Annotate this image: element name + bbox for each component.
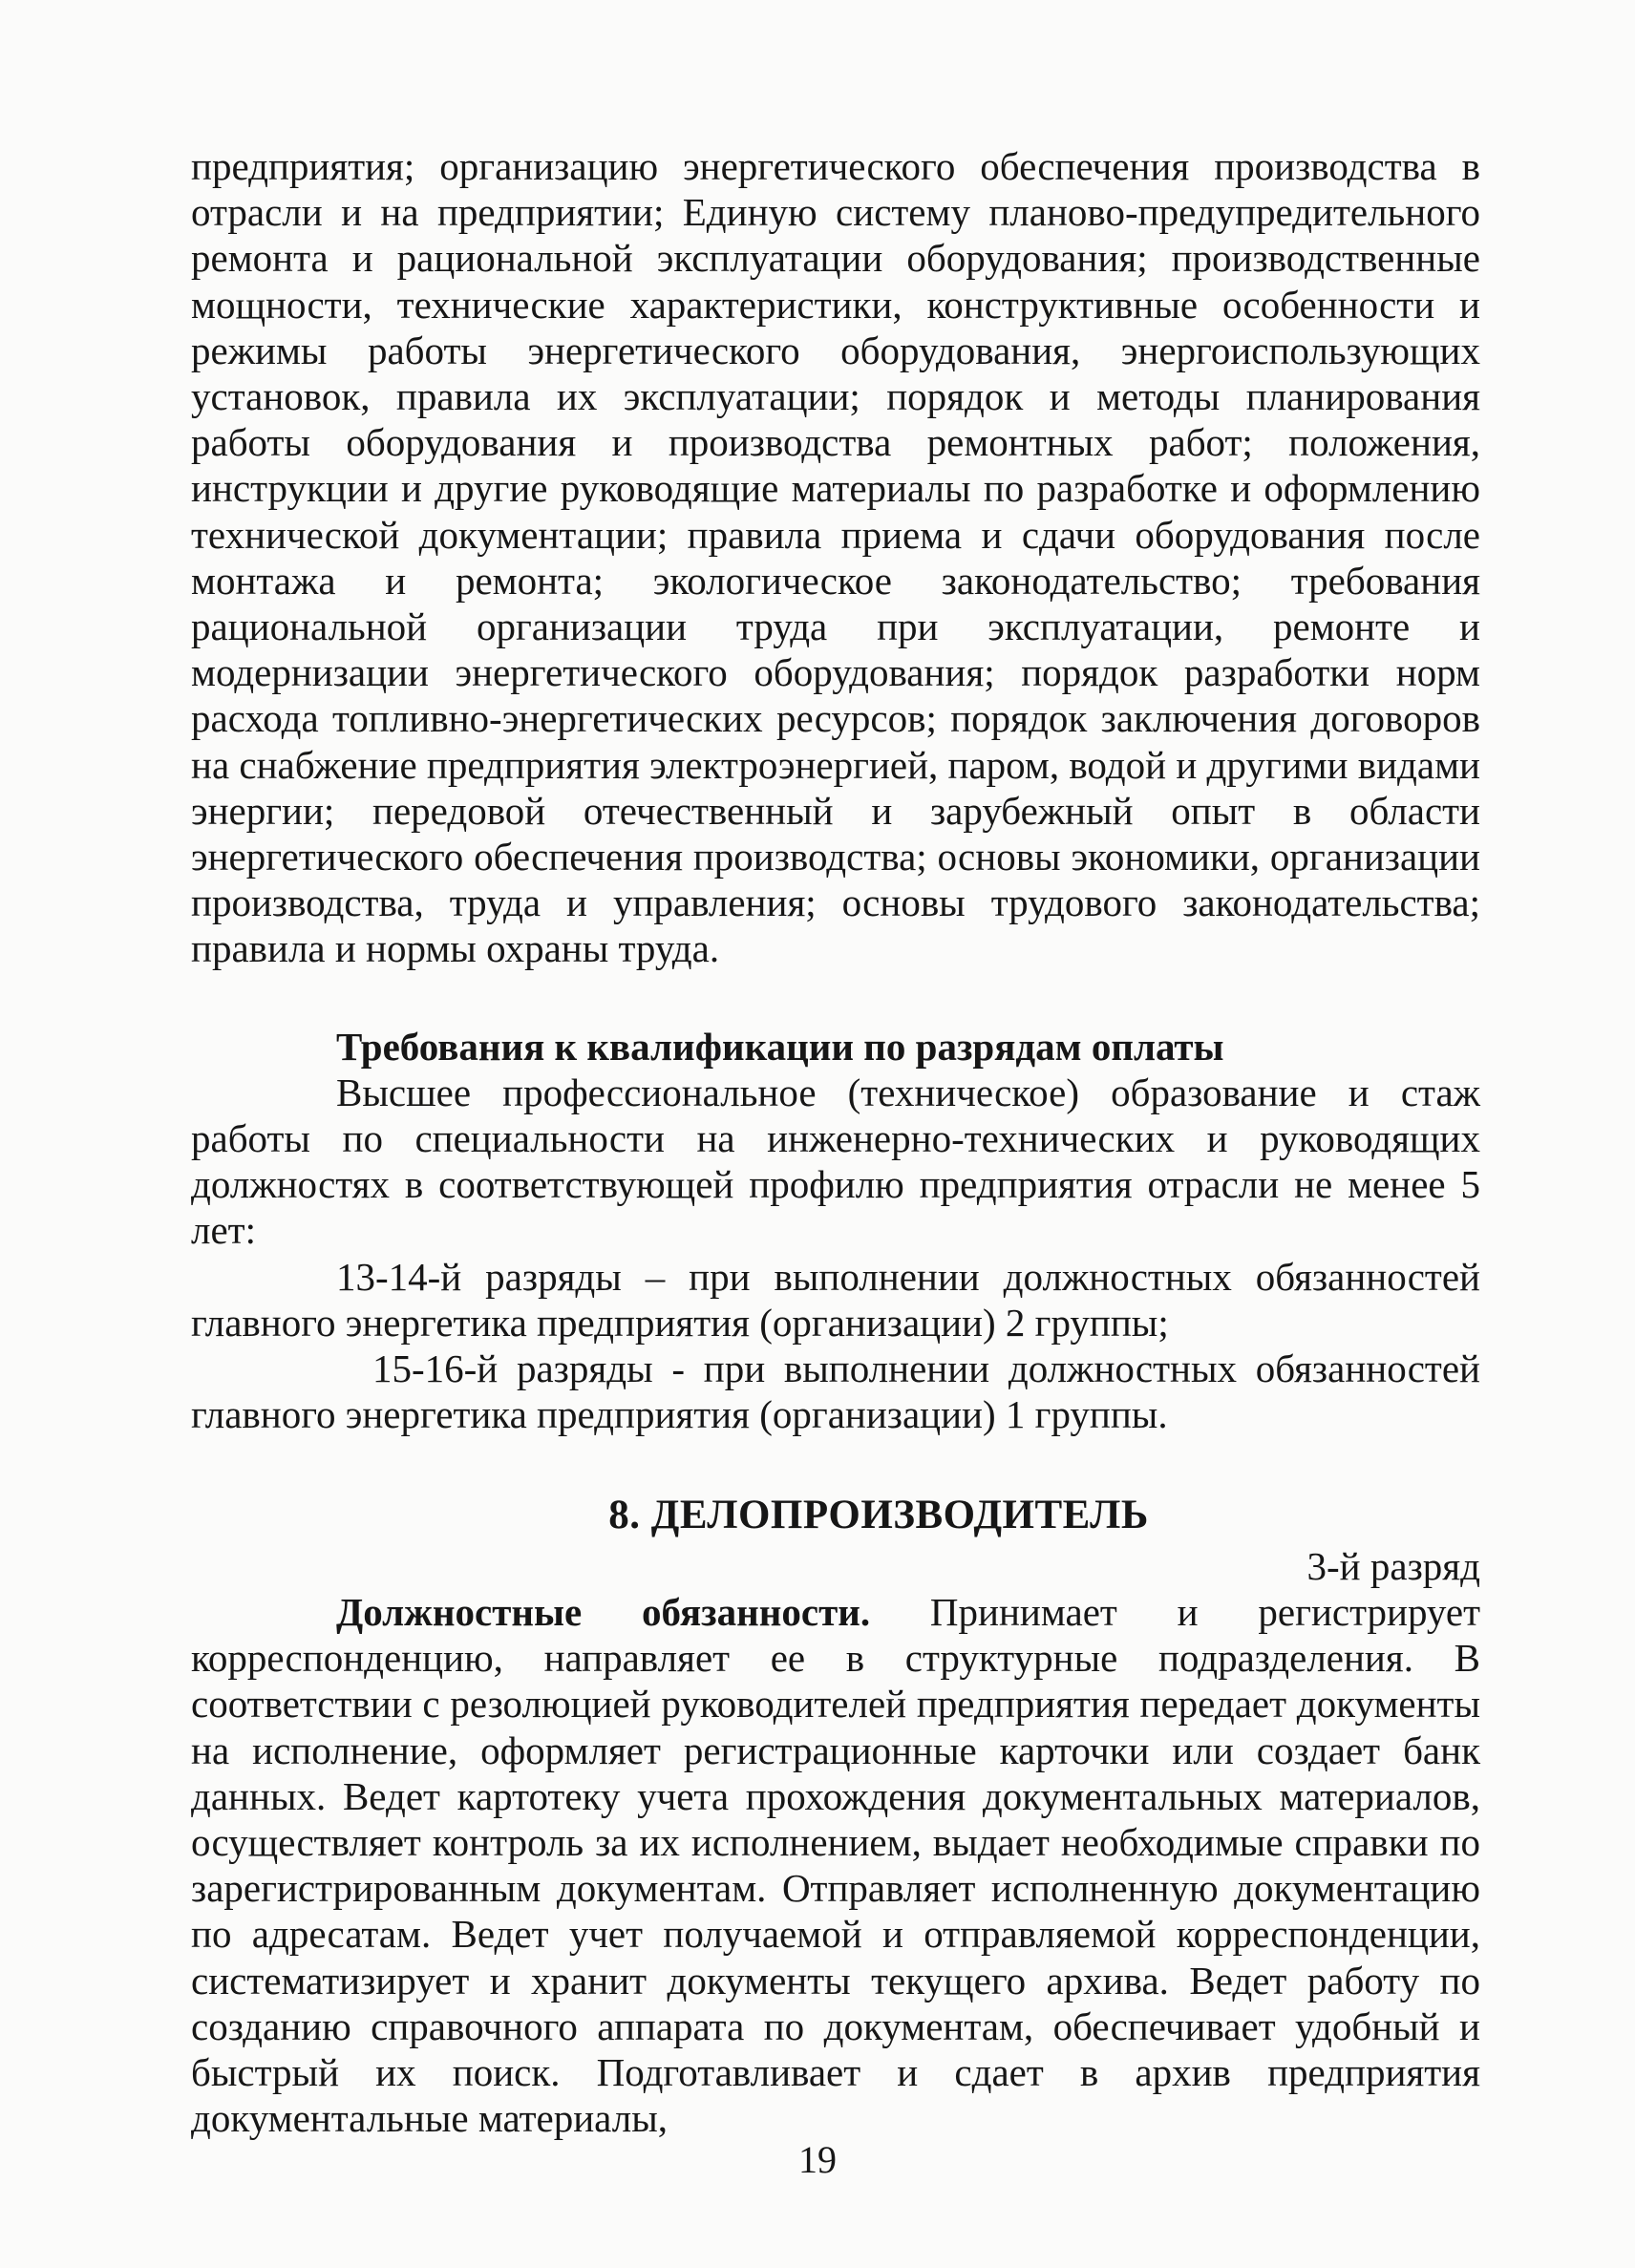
qualification-heading: Требования к квалификации по разрядам оплаты	[336, 1024, 1224, 1069]
page-number: 19	[798, 2138, 837, 2181]
duties-label: Должностные обязанности.	[336, 1589, 871, 1634]
section-grade: 3-й разряд	[1306, 1543, 1480, 1588]
section-title: 8. ДЕЛОПРОИЗВОДИТЕЛЬ	[608, 1493, 1149, 1538]
duties-paragraph	[191, 1589, 1480, 2141]
grade-13-14-paragraph: 13-14-й разряды – при выполнении должностных обязанностей главного энергетика предприятия (организации) 2 группы;	[191, 1254, 1480, 1345]
grade-15-16-paragraph: 15-16-й разряды - при выполнении должностных обязанностей главного энергетика предприятия (организации) 1 группы.	[191, 1346, 1480, 1437]
intro-paragraph: предприятия; организацию энергетического обеспечения производства в отрасли и на предприятии; Единую систему планово-предупредительного ремонта и рациональной эксплуатации оборудования; производственные мощности, технические характеристики, конструктивные особенности и режимы работы энергетического оборудования, энергоиспользующих установок, правила их эксплуатации; порядок и методы планирования работы оборудования и производства ремонтных работ; положения, инструкции и другие руководящие материалы по разработке и оформлению технической документации; правила приема и сдачи оборудования после монтажа и ремонта; экологическое законодательство; требования рациональной организации труда при эксплуатации, ремонте и модернизации энергетического оборудования; порядок разработки норм расхода топливно-энергетических ресурсов; порядок заключения договоров на снабжение предприятия электроэнергией, паром, водой и другими видами энергии; передовой отечественный и зарубежный опыт в области энергетического обеспечения производства; основы экономики, организации производства, труда и управления; основы трудового законодательства; правила и нормы охраны труда.	[191, 144, 1480, 971]
page-content	[191, 143, 1480, 2141]
duties-text: Принимает и регистрирует корреспонденцию, направляет ее в структурные подразделения. В соответствии с резолюцией руководителей предприятия передает документы на исполнение, оформляет регистрационные карточки или создает банк данных. Ведет картотеку учета прохождения документальных материалов, осуществляет контроль за их исполнением, выдает необходимые справки по зарегистрированным документам. Отправляет исполненную документацию по адресатам. Ведет учет получаемой и отправляемой корреспонденции, систематизирует и хранит документы текущего архива. Ведет работу по созданию справочного аппарата по документам, обеспечивает удобный и быстрый их поиск. Подготавливает и сдает в архив предприятия документальные материалы,	[191, 1589, 1480, 2141]
qualification-paragraph: Высшее профессиональное (техническое) образование и стаж работы по специальности на инженерно-технических и руководящих должностях в соответствующей профилю предприятия отрасли не менее 5 лет:	[191, 1070, 1480, 1253]
